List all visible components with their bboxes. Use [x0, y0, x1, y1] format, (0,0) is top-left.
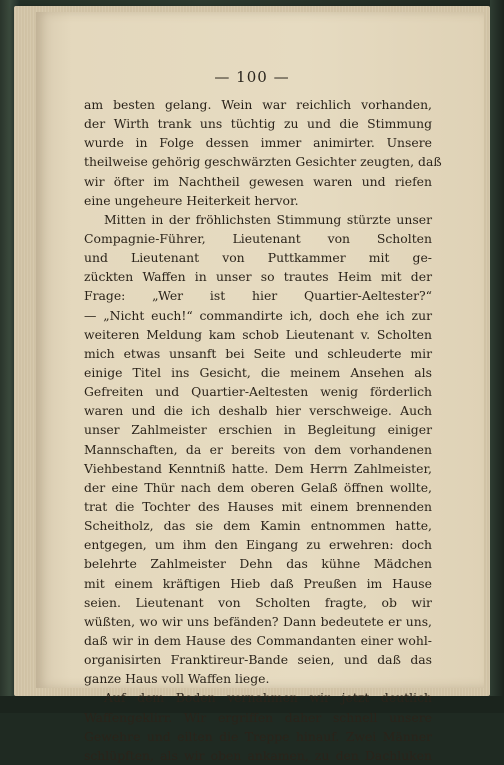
text-line: Mannschaften, da er bereits von dem vorhandenen [84, 441, 432, 457]
text-line: seien. Lieutenant von Scholten fragte, ob wir [84, 594, 432, 610]
text-line: Compagnie-Führer, Lieutenant von Scholten [84, 230, 432, 246]
page-body-text [84, 95, 442, 765]
text-line: Auf dem Boden vernahmen wir jetzt deutlich [104, 690, 432, 706]
text-line: wüßten, wo wir uns befänden? Dann bedeutete er uns, [84, 613, 432, 629]
page-number: — 100 — [214, 68, 290, 86]
text-line: ganze Haus voll Waffen liege. [84, 671, 270, 687]
text-line: der Wirth trank uns tüchtig zu und die Stimmung [84, 116, 432, 132]
text-line: schlüpften, als wir oben ankamen, zu den Dachluken [84, 747, 432, 763]
text-line: eine ungeheure Heiterkeit hervor. [84, 192, 299, 208]
text-line: weiteren Meldung kam schob Lieutenant v. Scholten [84, 326, 432, 342]
text-line: belehrte Zahlmeister Dehn das kühne Mädchen [84, 556, 432, 572]
text-line: Mitten in der fröhlichsten Stimmung stürzte unser [104, 211, 432, 227]
text-line: Scheitholz, das sie dem Kamin entnommen hatte, [84, 518, 432, 534]
text-line: — „Nicht euch!“ commandirte ich, doch ehe ich zur [84, 307, 432, 323]
text-line: theilweise gehörig geschwärzten Gesichter zeugten, daß [84, 154, 442, 170]
text-line: der eine Thür nach dem oberen Gelaß öffnen wollte, [84, 479, 432, 495]
text-line: Gefreiten und Quartier-Aeltesten wenig förderlich [84, 384, 432, 400]
text-line: mit einem kräftigen Hieb daß Preußen im Hause [84, 575, 432, 591]
text-line: waren und die ich deshalb hier verschweige. Auch [84, 403, 432, 419]
text-line: unser Zahlmeister erschien in Begleitung einiger [84, 422, 432, 438]
text-line: mich etwas unsanft bei Seite und schleuderte mir [84, 345, 432, 361]
text-line: daß wir in dem Hause des Commandanten einer wohl- [84, 632, 432, 648]
text-line: wir öfter im Nachtheil gewesen waren und riefen [84, 173, 432, 189]
book-cover-right-edge [490, 0, 504, 713]
text-line: Frage: „Wer ist hier Quartier-Aeltester?“ [84, 288, 432, 304]
text-line: organisirten Franktireur-Bande seien, und daß das [84, 652, 432, 668]
text-line: zückten Waffen in unser so trautes Heim mit der [84, 269, 432, 285]
text-line: Gewehre und eilten die Treppe hinauf. Zwei Männer [84, 728, 432, 744]
text-line: Waffengeklirr. Wir ergriffen daher schnell unsere [84, 709, 432, 725]
text-line: trat die Tochter des Hauses mit einem brennenden [84, 498, 432, 514]
text-line: wurde in Folge dessen immer animirter. Unsere [84, 135, 432, 151]
text-line: Viehbestand Kenntniß hatte. Dem Herrn Zahlmeister, [84, 460, 432, 476]
text-line: einige Titel ins Gesicht, die meinem Ansehen als [84, 364, 432, 380]
text-line: und Lieutenant von Puttkammer mit ge- [84, 250, 432, 266]
text-line: entgegen, um ihm den Eingang zu erwehren: doch [84, 537, 432, 553]
text-line: am besten gelang. Wein war reichlich vorhanden, [84, 97, 432, 112]
